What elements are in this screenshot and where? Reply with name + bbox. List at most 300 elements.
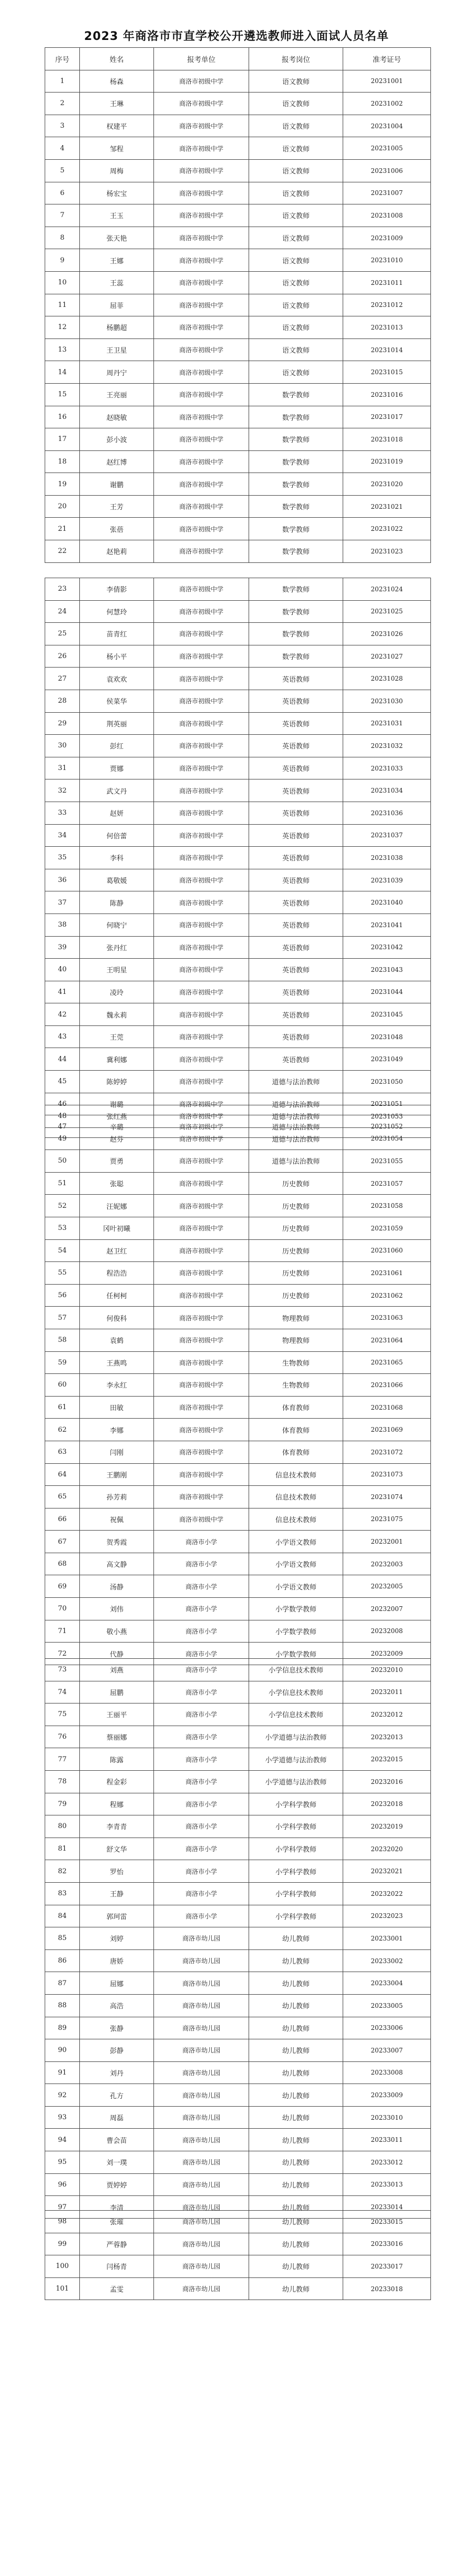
row-exam-number: 20231044: [343, 981, 431, 1003]
row-number: 93: [45, 2106, 80, 2129]
row-name: 田敏: [80, 1396, 154, 1419]
row-unit: 商洛市幼儿园: [154, 2017, 249, 2039]
row-position: 道德与法治教师: [249, 1105, 343, 1128]
row-unit: 商洛市初级中学: [154, 1329, 249, 1351]
row-exam-number: 20233002: [343, 1949, 431, 1972]
row-exam-number: 20233016: [343, 2233, 431, 2255]
table-row: [45, 802, 431, 824]
row-number: 41: [45, 981, 80, 1003]
row-name: 张蓓: [80, 518, 154, 540]
row-name: 陈婷婷: [80, 1071, 154, 1093]
table-row: [45, 227, 431, 249]
table-row: [45, 1703, 431, 1726]
row-unit: 商洛市初级中学: [154, 1419, 249, 1441]
row-unit: 商洛市初级中学: [154, 623, 249, 645]
row-unit: 商洛市初级中学: [154, 1115, 249, 1138]
table-row: [45, 1575, 431, 1598]
row-exam-number: 20231018: [343, 428, 431, 451]
row-name: 赵晓敏: [80, 406, 154, 428]
table-row: [45, 473, 431, 496]
row-position: 英语教师: [249, 914, 343, 936]
row-name: 冀利娜: [80, 1048, 154, 1071]
row-position: 小学数学教师: [249, 1620, 343, 1643]
row-exam-number: 20232023: [343, 1905, 431, 1927]
row-name: 杨小平: [80, 645, 154, 668]
row-unit: 商洛市幼儿园: [154, 2255, 249, 2278]
table-row: [45, 428, 431, 451]
row-number: 51: [45, 1172, 80, 1195]
row-number: 6: [45, 182, 80, 204]
row-position: 幼儿教师: [249, 2255, 343, 2278]
row-number: 61: [45, 1396, 80, 1419]
table-row: [45, 959, 431, 981]
row-position: 语文教师: [249, 294, 343, 316]
row-exam-number: 20231061: [343, 1262, 431, 1285]
row-exam-number: 20231074: [343, 1486, 431, 1508]
row-exam-number: 20231034: [343, 779, 431, 802]
row-number: 12: [45, 316, 80, 339]
row-position: 数学教师: [249, 406, 343, 428]
row-name: 孔方: [80, 2084, 154, 2107]
row-position: 数学教师: [249, 383, 343, 406]
row-unit: 商洛市初级中学: [154, 294, 249, 316]
row-number: 71: [45, 1620, 80, 1643]
row-name: 杨森: [80, 70, 154, 93]
row-exam-number: 20231019: [343, 450, 431, 473]
row-unit: 商洛市初级中学: [154, 70, 249, 93]
row-number: 21: [45, 518, 80, 540]
table-row: [45, 600, 431, 623]
row-position: 英语教师: [249, 959, 343, 981]
row-exam-number: 20231013: [343, 316, 431, 339]
row-unit: 商洛市初级中学: [154, 159, 249, 182]
row-number: 13: [45, 338, 80, 361]
row-exam-number: 20231043: [343, 959, 431, 981]
table-row: [45, 712, 431, 735]
row-unit: 商洛市初级中学: [154, 959, 249, 981]
row-unit: 商洛市小学: [154, 1905, 249, 1927]
row-number: 95: [45, 2151, 80, 2174]
row-number: 88: [45, 1994, 80, 2017]
row-position: 数学教师: [249, 428, 343, 451]
row-name: 张聪: [80, 1172, 154, 1195]
row-unit: 商洛市初级中学: [154, 1508, 249, 1531]
row-number: 74: [45, 1681, 80, 1703]
table-row: [45, 1396, 431, 1419]
row-name: 李娜: [80, 1419, 154, 1441]
table-row: [45, 159, 431, 182]
row-unit: 商洛市初级中学: [154, 1025, 249, 1048]
row-position: 生物教师: [249, 1374, 343, 1397]
row-number: 26: [45, 645, 80, 668]
row-position: 历史教师: [249, 1284, 343, 1307]
row-number: 73: [45, 1659, 80, 1681]
row-number: 32: [45, 779, 80, 802]
row-number: 87: [45, 1972, 80, 1995]
row-number: 78: [45, 1770, 80, 1793]
row-number: 70: [45, 1598, 80, 1620]
table-row: [45, 2061, 431, 2084]
row-exam-number: 20233004: [343, 1972, 431, 1995]
row-name: 孙芳莉: [80, 1486, 154, 1508]
row-position: 小学信息技术教师: [249, 1659, 343, 1681]
row-name: 汪妮娜: [80, 1195, 154, 1217]
row-name: 彭静: [80, 2039, 154, 2062]
row-unit: 商洛市初级中学: [154, 1284, 249, 1307]
row-exam-number: 20232013: [343, 1726, 431, 1748]
row-position: 语文教师: [249, 115, 343, 137]
row-position: 小学科学教师: [249, 1905, 343, 1927]
row-exam-number: 20232012: [343, 1703, 431, 1726]
row-exam-number: 20231069: [343, 1419, 431, 1441]
row-number: 16: [45, 406, 80, 428]
row-unit: 商洛市初级中学: [154, 1195, 249, 1217]
row-name: 武文丹: [80, 779, 154, 802]
row-unit: 商洛市小学: [154, 1553, 249, 1575]
row-number: 75: [45, 1703, 80, 1726]
row-position: 英语教师: [249, 824, 343, 847]
row-position: 小学语文教师: [249, 1531, 343, 1553]
table-row: [45, 1620, 431, 1643]
column-header: 姓名: [80, 48, 154, 70]
table-row: [45, 914, 431, 936]
row-name: 周丹宁: [80, 361, 154, 384]
row-position: 幼儿教师: [249, 1927, 343, 1950]
row-name: 赵卫红: [80, 1239, 154, 1262]
row-exam-number: 20233001: [343, 1927, 431, 1950]
table-row: [45, 495, 431, 518]
row-name: 程娜: [80, 1793, 154, 1815]
table-row: [45, 645, 431, 668]
row-number: 42: [45, 1003, 80, 1026]
row-unit: 商洛市初级中学: [154, 450, 249, 473]
row-number: 63: [45, 1441, 80, 1463]
row-position: 语文教师: [249, 338, 343, 361]
roster-table: [45, 1105, 431, 1665]
row-exam-number: 20233009: [343, 2084, 431, 2107]
row-exam-number: 20233007: [343, 2039, 431, 2062]
row-name: 杨鹏超: [80, 316, 154, 339]
row-name: 赵妍: [80, 802, 154, 824]
row-unit: 商洛市初级中学: [154, 802, 249, 824]
row-position: 幼儿教师: [249, 2151, 343, 2174]
table-row: [45, 1770, 431, 1793]
row-unit: 商洛市幼儿园: [154, 2039, 249, 2062]
row-position: 幼儿教师: [249, 2233, 343, 2255]
row-unit: 商洛市幼儿园: [154, 1972, 249, 1995]
row-exam-number: 20231028: [343, 668, 431, 690]
row-number: 19: [45, 473, 80, 496]
table-row: [45, 2211, 431, 2233]
row-name: 邹程: [80, 137, 154, 160]
row-name: 王玉: [80, 204, 154, 227]
row-position: 小学科学教师: [249, 1793, 343, 1815]
table-row: [45, 406, 431, 428]
row-exam-number: 20231005: [343, 137, 431, 160]
row-position: 语文教师: [249, 137, 343, 160]
row-exam-number: 20231026: [343, 623, 431, 645]
row-name: 李青青: [80, 1815, 154, 1838]
row-position: 小学信息技术教师: [249, 1681, 343, 1703]
row-exam-number: 20231040: [343, 891, 431, 914]
row-position: 英语教师: [249, 735, 343, 757]
row-number: 55: [45, 1262, 80, 1285]
row-number: 94: [45, 2129, 80, 2151]
row-position: 历史教师: [249, 1239, 343, 1262]
row-exam-number: 20233018: [343, 2277, 431, 2300]
row-number: 36: [45, 869, 80, 891]
table-row: [45, 1553, 431, 1575]
table-row: [45, 869, 431, 891]
row-position: 小学信息技术教师: [249, 1703, 343, 1726]
table-row: [45, 981, 431, 1003]
table-row: [45, 294, 431, 316]
row-number: 72: [45, 1643, 80, 1665]
row-exam-number: 20231020: [343, 473, 431, 496]
row-number: 89: [45, 2017, 80, 2039]
table-row: [45, 1949, 431, 1972]
row-unit: 商洛市初级中学: [154, 473, 249, 496]
table-row: [45, 824, 431, 847]
row-name: 侯菜华: [80, 690, 154, 712]
row-unit: 商洛市初级中学: [154, 936, 249, 959]
row-unit: 商洛市小学: [154, 1770, 249, 1793]
row-exam-number: 20231055: [343, 1150, 431, 1173]
row-position: 幼儿教师: [249, 2039, 343, 2062]
row-position: 历史教师: [249, 1217, 343, 1239]
row-position: 小学科学教师: [249, 1815, 343, 1838]
row-exam-number: 20231006: [343, 159, 431, 182]
table-row: [45, 1025, 431, 1048]
row-name: 辛璐: [80, 1115, 154, 1138]
row-position: 英语教师: [249, 712, 343, 735]
table-row: [45, 2084, 431, 2107]
row-number: 2: [45, 93, 80, 115]
row-exam-number: 20231027: [343, 645, 431, 668]
row-number: 67: [45, 1531, 80, 1553]
row-name: 舒文华: [80, 1838, 154, 1860]
row-position: 英语教师: [249, 1003, 343, 1026]
row-number: 10: [45, 271, 80, 294]
row-name: 权建平: [80, 115, 154, 137]
row-exam-number: 20231036: [343, 802, 431, 824]
row-exam-number: 20231073: [343, 1463, 431, 1486]
row-name: 罗怡: [80, 1860, 154, 1883]
row-name: 冈叶初曦: [80, 1217, 154, 1239]
row-name: 刘燕: [80, 1659, 154, 1681]
row-position: 历史教师: [249, 1172, 343, 1195]
row-exam-number: 20231037: [343, 824, 431, 847]
row-position: 道德与法治教师: [249, 1127, 343, 1150]
row-exam-number: 20231017: [343, 406, 431, 428]
row-number: 39: [45, 936, 80, 959]
row-unit: 商洛市初级中学: [154, 1093, 249, 1115]
row-exam-number: 20233005: [343, 1994, 431, 2017]
row-name: 王卫星: [80, 338, 154, 361]
row-exam-number: 20231042: [343, 936, 431, 959]
table-row: [45, 1905, 431, 1927]
row-unit: 商洛市初级中学: [154, 518, 249, 540]
row-name: 郭珂雷: [80, 1905, 154, 1927]
table-row: [45, 1815, 431, 1838]
row-position: 语文教师: [249, 249, 343, 272]
table-row: [45, 2151, 431, 2174]
column-header: 序号: [45, 48, 80, 70]
row-unit: 商洛市初级中学: [154, 249, 249, 272]
row-unit: 商洛市初级中学: [154, 847, 249, 869]
row-unit: 商洛市初级中学: [154, 1463, 249, 1486]
row-number: 79: [45, 1793, 80, 1815]
row-exam-number: 20231023: [343, 540, 431, 563]
row-exam-number: 20231041: [343, 914, 431, 936]
row-position: 信息技术教师: [249, 1508, 343, 1531]
row-position: 信息技术教师: [249, 1463, 343, 1486]
table-header-row: [45, 48, 431, 70]
row-position: 幼儿教师: [249, 1972, 343, 1995]
row-name: 代静: [80, 1643, 154, 1665]
row-unit: 商洛市初级中学: [154, 137, 249, 160]
table-row: [45, 578, 431, 601]
table-row: [45, 1307, 431, 1329]
row-position: 数学教师: [249, 518, 343, 540]
row-number: 54: [45, 1239, 80, 1262]
row-position: 物理教师: [249, 1329, 343, 1351]
row-exam-number: 20231009: [343, 227, 431, 249]
row-exam-number: 20233012: [343, 2151, 431, 2174]
row-unit: 商洛市初级中学: [154, 406, 249, 428]
row-unit: 商洛市初级中学: [154, 316, 249, 339]
row-position: 数学教师: [249, 473, 343, 496]
row-name: 敬小燕: [80, 1620, 154, 1643]
row-unit: 商洛市初级中学: [154, 271, 249, 294]
table-row: [45, 1374, 431, 1397]
row-position: 小学科学教师: [249, 1860, 343, 1883]
row-unit: 商洛市初级中学: [154, 1351, 249, 1374]
row-exam-number: 20233006: [343, 2017, 431, 2039]
table-row: [45, 1531, 431, 1553]
table-row: [45, 1860, 431, 1883]
row-name: 张天艳: [80, 227, 154, 249]
row-position: 物理教师: [249, 1307, 343, 1329]
table-row: [45, 316, 431, 339]
table-row: [45, 1838, 431, 1860]
row-name: 何倍蕾: [80, 824, 154, 847]
row-number: 43: [45, 1025, 80, 1048]
row-position: 历史教师: [249, 1195, 343, 1217]
row-position: 语文教师: [249, 93, 343, 115]
row-name: 程浩浩: [80, 1262, 154, 1285]
table-row: [45, 540, 431, 563]
row-number: 34: [45, 824, 80, 847]
table-row: [45, 2255, 431, 2278]
row-number: 60: [45, 1374, 80, 1397]
row-position: 英语教师: [249, 981, 343, 1003]
row-position: 小学道德与法治教师: [249, 1726, 343, 1748]
row-number: 28: [45, 690, 80, 712]
table-row: [45, 1150, 431, 1173]
row-unit: 商洛市初级中学: [154, 690, 249, 712]
row-position: 幼儿教师: [249, 1994, 343, 2017]
table-row: [45, 1972, 431, 1995]
row-number: 25: [45, 623, 80, 645]
row-exam-number: 20231015: [343, 361, 431, 384]
row-position: 数学教师: [249, 623, 343, 645]
row-exam-number: 20231051: [343, 1093, 431, 1115]
row-exam-number: 20232008: [343, 1620, 431, 1643]
row-exam-number: 20232018: [343, 1793, 431, 1815]
row-exam-number: 20231052: [343, 1115, 431, 1138]
row-exam-number: 20231021: [343, 495, 431, 518]
row-number: 35: [45, 847, 80, 869]
table-row: [45, 249, 431, 272]
table-row: [45, 1419, 431, 1441]
row-position: 英语教师: [249, 690, 343, 712]
row-number: 57: [45, 1307, 80, 1329]
row-exam-number: 20232021: [343, 1860, 431, 1883]
row-exam-number: 20233014: [343, 2196, 431, 2219]
table-row: [45, 2017, 431, 2039]
table-row: [45, 2173, 431, 2196]
row-unit: 商洛市小学: [154, 1575, 249, 1598]
row-number: 98: [45, 2211, 80, 2233]
row-unit: 商洛市初级中学: [154, 495, 249, 518]
row-unit: 商洛市初级中学: [154, 1441, 249, 1463]
row-exam-number: 20231011: [343, 271, 431, 294]
row-exam-number: 20232005: [343, 1575, 431, 1598]
row-name: 赵红博: [80, 450, 154, 473]
table-row: [45, 1048, 431, 1071]
row-exam-number: 20233015: [343, 2211, 431, 2233]
row-name: 贾婷婷: [80, 2173, 154, 2196]
row-name: 何慧玲: [80, 600, 154, 623]
row-number: 44: [45, 1048, 80, 1071]
table-row: [45, 623, 431, 645]
row-exam-number: 20231012: [343, 294, 431, 316]
row-position: 道德与法治教师: [249, 1071, 343, 1093]
row-position: 语文教师: [249, 182, 343, 204]
row-number: 23: [45, 578, 80, 601]
row-name: 高浩: [80, 1994, 154, 2017]
row-unit: 商洛市初级中学: [154, 668, 249, 690]
row-exam-number: 20233008: [343, 2061, 431, 2084]
row-exam-number: 20231054: [343, 1127, 431, 1150]
row-exam-number: 20231025: [343, 600, 431, 623]
table-row: [45, 2233, 431, 2255]
row-exam-number: 20231030: [343, 690, 431, 712]
row-exam-number: 20231072: [343, 1441, 431, 1463]
row-unit: 商洛市初级中学: [154, 1105, 249, 1128]
row-unit: 商洛市幼儿园: [154, 1927, 249, 1950]
row-exam-number: 20232003: [343, 1553, 431, 1575]
row-number: 86: [45, 1949, 80, 1972]
row-number: 40: [45, 959, 80, 981]
table-row: [45, 757, 431, 779]
row-name: 袁欢欢: [80, 668, 154, 690]
table-row: [45, 668, 431, 690]
row-unit: 商洛市小学: [154, 1838, 249, 1860]
row-unit: 商洛市初级中学: [154, 1396, 249, 1419]
row-unit: 商洛市幼儿园: [154, 2173, 249, 2196]
row-position: 英语教师: [249, 802, 343, 824]
row-name: 王燕鸣: [80, 1351, 154, 1374]
row-number: 17: [45, 428, 80, 451]
row-position: 体育教师: [249, 1419, 343, 1441]
row-number: 84: [45, 1905, 80, 1927]
roster-table: [45, 47, 431, 563]
row-position: 道德与法治教师: [249, 1115, 343, 1138]
row-exam-number: 20231064: [343, 1329, 431, 1351]
row-number: 83: [45, 1882, 80, 1905]
